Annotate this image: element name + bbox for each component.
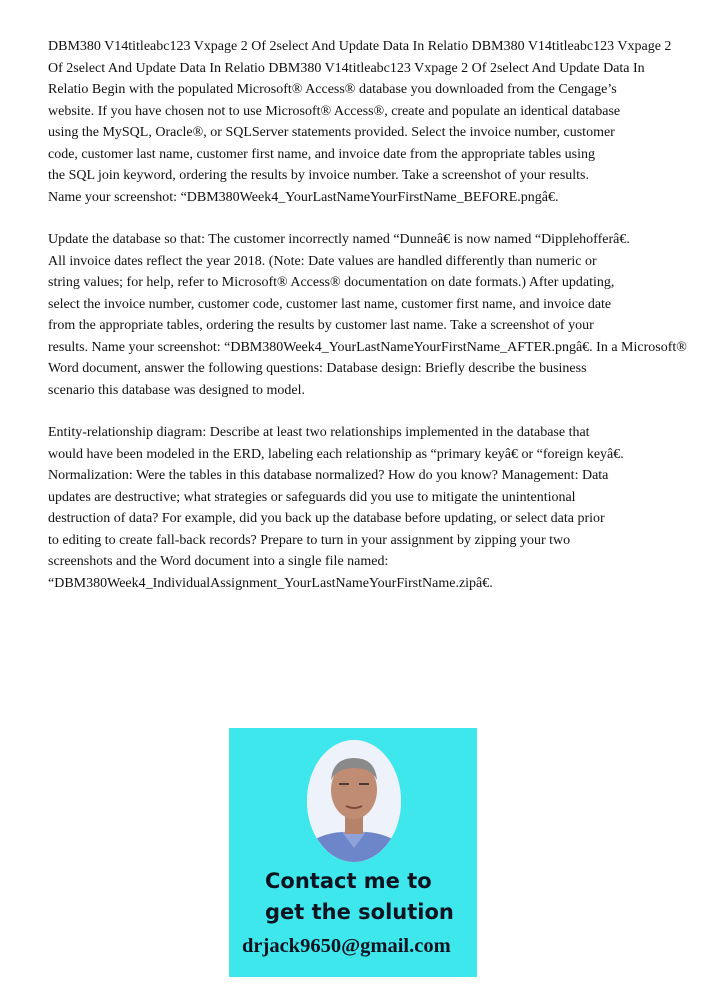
text-line: screenshots and the Word document into a single file named: xyxy=(48,554,389,569)
text-line: Update the database so that: The customer incorrectly named “Dunneâ€ is now named “Dipplehofferâ€. xyxy=(48,232,630,247)
text-line: All invoice dates reflect the year 2018. (Note: Date values are handled differently than numeric or xyxy=(48,253,597,269)
text-line: string values; for help, refer to Microsoft® Access® documentation on date formats.) After updating, xyxy=(48,275,615,290)
paragraph-2 xyxy=(48,229,700,401)
ad-headline-line-1: Contact me to xyxy=(265,869,432,893)
text-line: “DBM380Week4_IndividualAssignment_YourLastNameYourFirstName.zipâ€. xyxy=(48,575,493,591)
paragraph-spacer xyxy=(48,208,700,229)
document-body xyxy=(48,36,700,594)
text-line: select the invoice number, customer code, customer last name, customer first name, and invoice date xyxy=(48,296,612,312)
text-line: using the MySQL, Oracle®, or SQLServer statements provided. Select the invoice number, customer xyxy=(48,125,615,140)
text-line: website. If you have chosen not to use Microsoft® Access®, create and populate an identical database xyxy=(48,103,621,119)
text-line: Name your screenshot: “DBM380Week4_YourLastNameYourFirstName_BEFORE.pngâ€. xyxy=(48,189,559,205)
text-line: from the appropriate tables, ordering the results by customer last name. Take a screenshot of your xyxy=(48,318,594,333)
contact-email-link[interactable]: drjack9650@gmail.com xyxy=(242,935,451,957)
text-line: the SQL join keyword, ordering the results by invoice number. Take a screenshot of your results. xyxy=(48,168,590,183)
text-line: Entity-relationship diagram: Describe at least two relationships implemented in the database that xyxy=(48,425,590,440)
paragraph-spacer xyxy=(48,401,700,422)
person-portrait-icon xyxy=(307,740,401,862)
text-line: to editing to create fall-back records? Prepare to turn in your assignment by zipping your two xyxy=(48,532,571,548)
text-line: DBM380 V14titleabc123 Vxpage 2 Of 2select And Update Data In Relatio DBM380 V14titleabc123 Vxpage 2 xyxy=(48,39,672,54)
text-line: would have been modeled in the ERD, labeling each relationship as “primary keyâ€ or “foreign keyâ€. xyxy=(48,446,624,462)
text-line: Relatio Begin with the populated Microsoft® Access® database you downloaded from the Cengage’s xyxy=(48,82,617,97)
paragraph-3 xyxy=(48,422,700,594)
text-line: updates are destructive; what strategies or safeguards did you use to mitigate the unintentional xyxy=(48,489,576,505)
text-line: Word document, answer the following questions: Database design: Briefly describe the business xyxy=(48,361,587,376)
paragraph-1 xyxy=(48,36,700,208)
text-line: destruction of data? For example, did you back up the database before updating, or select data prior xyxy=(48,511,605,526)
ad-headline-line-2: get the solution xyxy=(265,900,454,924)
text-line: results. Name your screenshot: “DBM380Week4_YourLastNameYourFirstName_AFTER.pngâ€. In a Microsoft® xyxy=(48,339,687,355)
text-line: scenario this database was designed to model. xyxy=(48,382,305,398)
text-line: Of 2select And Update Data In Relatio DBM380 V14titleabc123 Vxpage 2 Of 2select And Update Data In xyxy=(48,60,645,76)
text-line: Normalization: Were the tables in this database normalized? How do you know? Management: Data xyxy=(48,468,609,483)
contact-ad-card[interactable] xyxy=(229,728,477,977)
text-line: code, customer last name, customer first name, and invoice date from the appropriate tables using xyxy=(48,146,595,162)
